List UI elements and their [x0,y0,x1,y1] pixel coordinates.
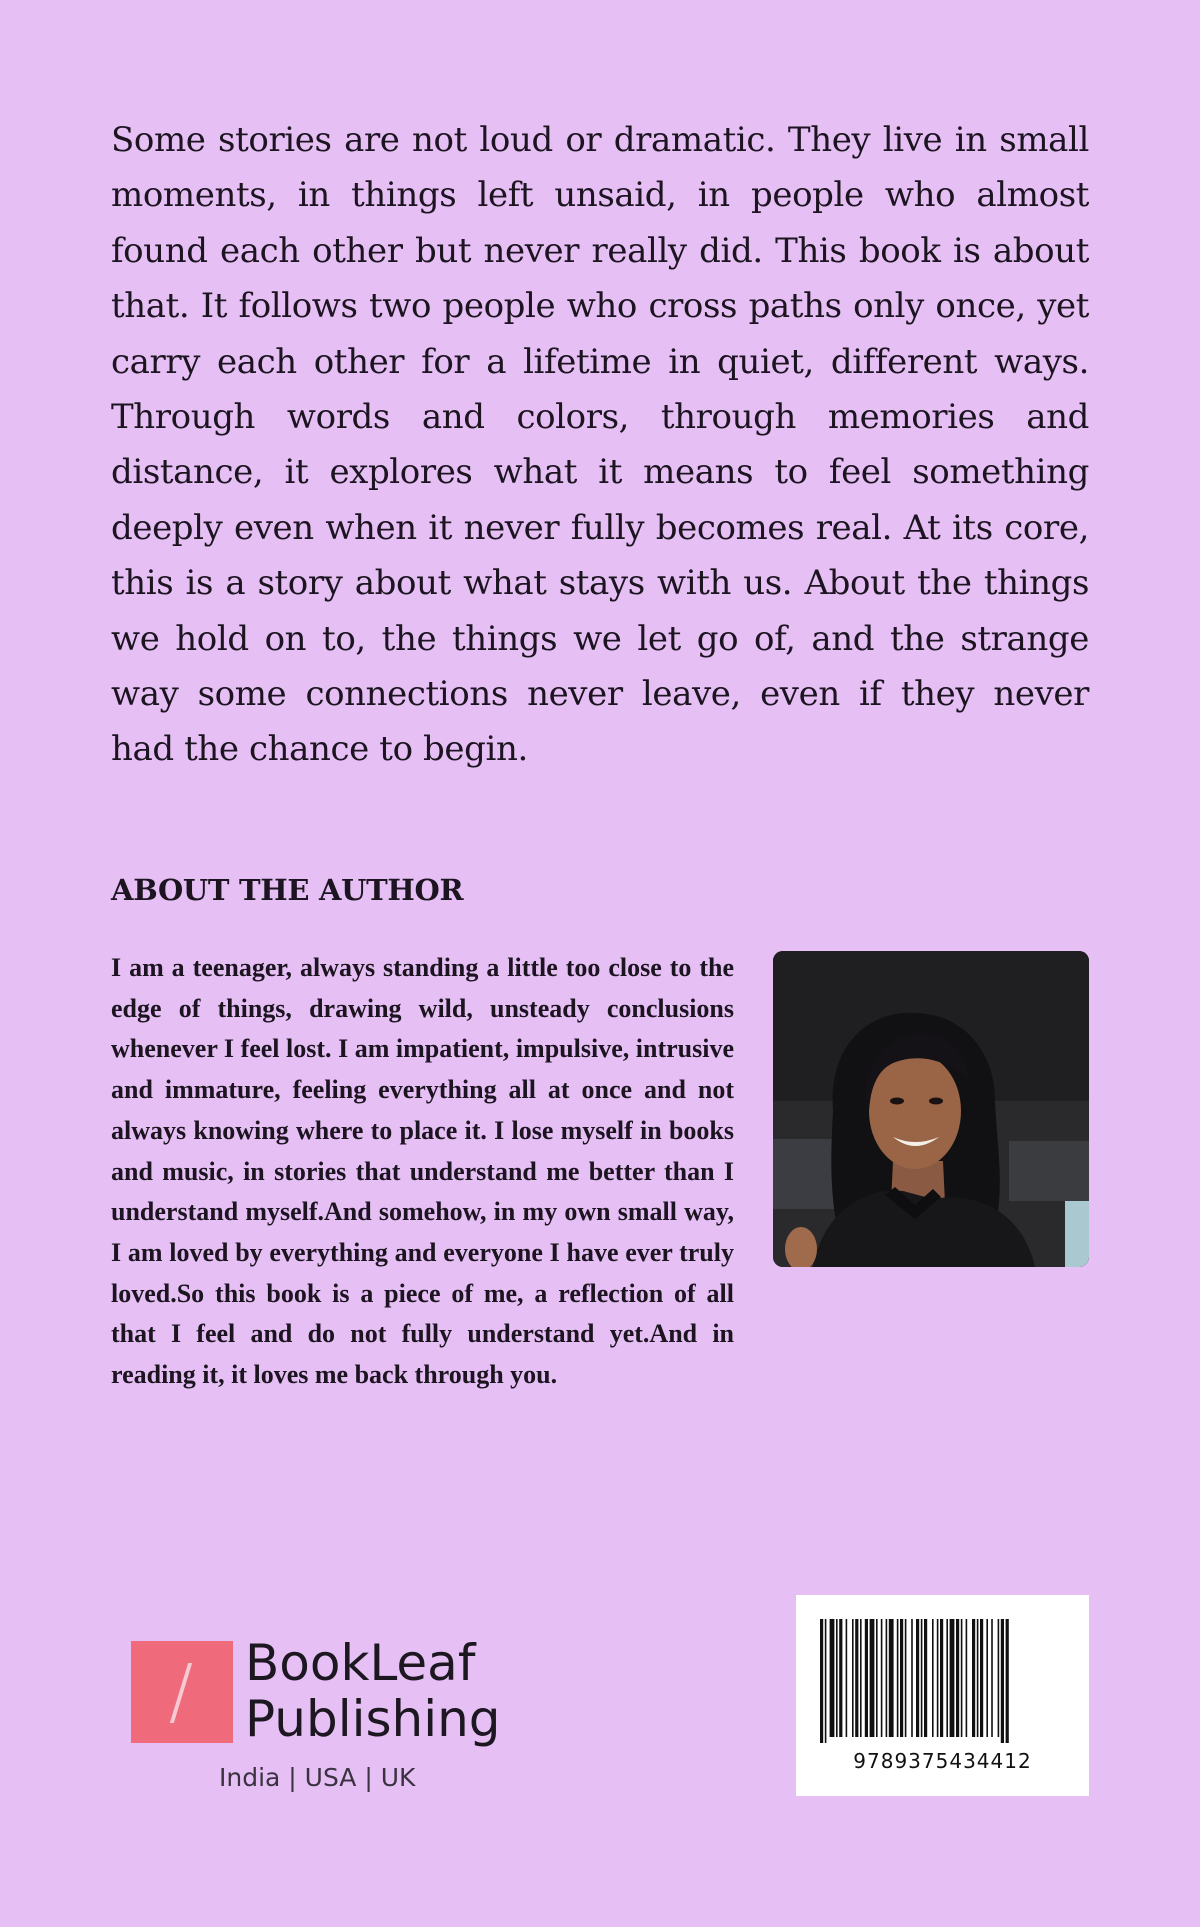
barcode-bar [932,1619,934,1737]
barcode-bar [946,1619,948,1737]
barcode-icon [820,1619,1065,1743]
barcode-bar [911,1619,913,1737]
barcode-bar [900,1619,903,1737]
barcode-bar [889,1619,894,1737]
barcode-bar [916,1619,919,1737]
barcode-bar [870,1619,875,1737]
publisher-name-line2: Publishing [245,1690,501,1748]
barcode-bar [860,1619,862,1737]
publisher-regions: India | USA | UK [219,1763,416,1792]
author-photo [773,951,1089,1267]
back-cover-blurb: Some stories are not loud or dramatic. They live in small moments, in things left unsaid, in people who almost found each other but never really did. This book is about that. It follows two people who cross paths only once, yet carry each other for a lifetime in quiet, different ways. Through words and colors, through memories and distance, it explores what it means to feel something deeply even when it never fully becomes real. At its core, this is a story about what stays with us. About the things we hold on to, the things we let go of, and the strange way some connections never leave, even if they never had the chance to begin. [111,120,1089,770]
barcode-bar [980,1619,983,1737]
barcode-bar [961,1619,963,1737]
author-bio: I am a teenager, always standing a little too close to the edge of things, drawing wild, unsteady conclusions whenever I feel lost. I am impatient, impulsive, intrusive and immature, feeling everything all at once and not always knowing where to place it. I lose myself in books and music, in stories that understand me better than I understand myself.And somehow, in my own small way, I am loved by everything and everyone I have ever truly loved.So this book is a piece of me, a reflection of all that I feel and do not fully understand yet.And in reading it, it loves me back through you. [111,953,734,1390]
barcode-bar [956,1619,959,1737]
barcode-bar [998,1619,1000,1737]
barcode-bar [865,1619,868,1737]
bookleaf-mark-icon [131,1641,233,1743]
barcode-bar [1006,1619,1009,1743]
barcode-bar [820,1619,823,1743]
barcode-bar [836,1619,838,1737]
barcode-bar [940,1619,943,1737]
barcode-bar [977,1619,979,1737]
slash-icon [170,1663,192,1723]
barcode-bar [1001,1619,1004,1743]
barcode-bar [924,1619,927,1737]
barcode-bar [972,1619,975,1737]
publisher-name-line1: BookLeaf [245,1634,476,1692]
barcode-bar [966,1619,968,1737]
about-author-heading: ABOUT THE AUTHOR [111,873,464,907]
publisher-logo [131,1635,521,1795]
barcode-bar [937,1619,939,1737]
author-portrait-icon [773,951,1089,1267]
barcode-bar [855,1619,858,1737]
barcode-bar [876,1619,878,1737]
barcode-bar [846,1619,848,1737]
isbn-barcode [796,1595,1089,1796]
barcode-bar [886,1619,888,1737]
barcode-bar [921,1619,923,1737]
barcode-bar [950,1619,955,1737]
barcode-bar [905,1619,907,1737]
isbn-number: 9789375434412 [853,1749,1032,1773]
barcode-bar [897,1619,899,1737]
barcode-bar [852,1619,854,1737]
barcode-bar [991,1619,993,1737]
barcode-bar [881,1619,883,1737]
barcode-bar [839,1619,842,1737]
barcode-bar [986,1619,988,1737]
barcode-bar [830,1619,835,1737]
barcode-bar [825,1619,827,1743]
